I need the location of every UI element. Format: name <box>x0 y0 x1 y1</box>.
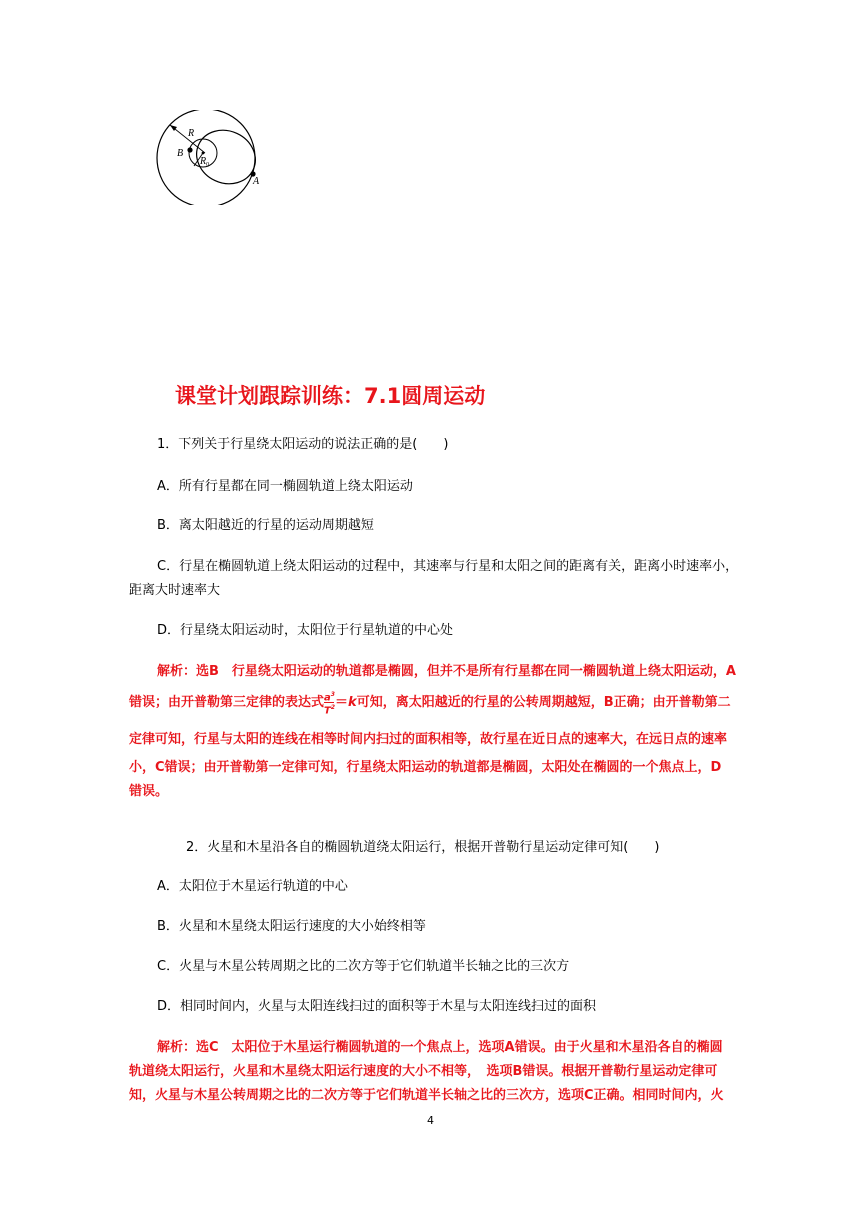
q1-stem: 1．下列关于行星绕太阳运动的说法正确的是( ) <box>157 437 449 452</box>
label-R: R <box>188 128 195 139</box>
q2-option-d: D．相同时间内，火星与太阳连线扫过的面积等于木星与太阳连线扫过的面积 <box>157 999 597 1014</box>
q1-option-c-line1: C．行星在椭圆轨道上绕太阳运动的过程中，其速率与行星和太阳之间的距离有关，距离小时速率小， <box>157 559 739 574</box>
q2-answer-line1: 解析：选C 太阳位于木星运行椭圆轨道的一个焦点上，选项A错误。由于火星和木星沿各自的椭圆 <box>157 1040 723 1055</box>
constant-k: k <box>348 695 357 710</box>
q1-option-b: B．离太阳越近的行星的运动周期越短 <box>157 518 374 533</box>
q1-answer-line3: 定律可知，行星与太阳的连线在相等时间内扫过的面积相等，故行星在近日点的速率大，在远日点的速率 <box>129 732 728 747</box>
page-number: 4 <box>427 1114 434 1127</box>
label-A: A <box>253 176 260 187</box>
q2-option-b: B．火星和木星绕太阳运行速度的大小始终相等 <box>157 919 426 934</box>
q1-answer-line4: 小，C错误；由开普勒第一定律可知，行星绕太阳运动的轨道都是椭圆，太阳处在椭圆的一个焦点上，D <box>129 760 722 775</box>
center-dot <box>202 152 205 155</box>
q1-answer-line2-pre: 错误；由开普勒第三定律的表达式 <box>129 695 325 710</box>
equals-sign: ＝ <box>335 695 349 710</box>
q1-option-a: A．所有行星都在同一椭圆轨道上绕太阳运动 <box>157 479 413 494</box>
q2-answer-line3: 知，火星与木星公转周期之比的二次方等于它们轨道半长轴之比的三次方，选项C正确。相同时间内，火 <box>129 1088 724 1103</box>
page-title: 课堂计划跟踪训练：7.1圆周运动 <box>175 384 486 408</box>
label-R0: $R_0$ <box>200 156 210 168</box>
kepler-third-law-fraction: $\frac{a^3}{T^2}$ <box>324 691 336 717</box>
orbit-figure <box>150 110 265 205</box>
label-B: B <box>177 148 184 159</box>
q2-stem: 2．火星和木星沿各自的椭圆轨道绕太阳运行，根据开普勒行星运动定律可知( ) <box>186 840 660 855</box>
q1-answer-line1: 解析：选B 行星绕太阳运动的轨道都是椭圆，但并不是所有行星都在同一椭圆轨道上绕太阳运动，A <box>157 664 736 679</box>
q2-answer-line2: 轨道绕太阳运行，火星和木星绕太阳运行速度的大小不相等， 选项B错误。根据开普勒行星运动定律可 <box>129 1064 718 1079</box>
q2-option-c: C．火星与木星公转周期之比的二次方等于它们轨道半长轴之比的三次方 <box>157 959 570 974</box>
q1-option-d: D．行星绕太阳运动时，太阳位于行星轨道的中心处 <box>157 623 454 638</box>
q1-answer-line2-post: 可知，离太阳越近的行星的公转周期越短，B正确；由开普勒第二 <box>356 695 731 710</box>
point-B-dot <box>187 147 192 152</box>
q2-option-a: A．太阳位于木星运行轨道的中心 <box>157 879 348 894</box>
q1-option-c-line2: 距离大时速率大 <box>129 583 221 598</box>
q1-answer-line2 <box>129 691 731 717</box>
q1-answer-line5: 错误。 <box>129 784 169 799</box>
